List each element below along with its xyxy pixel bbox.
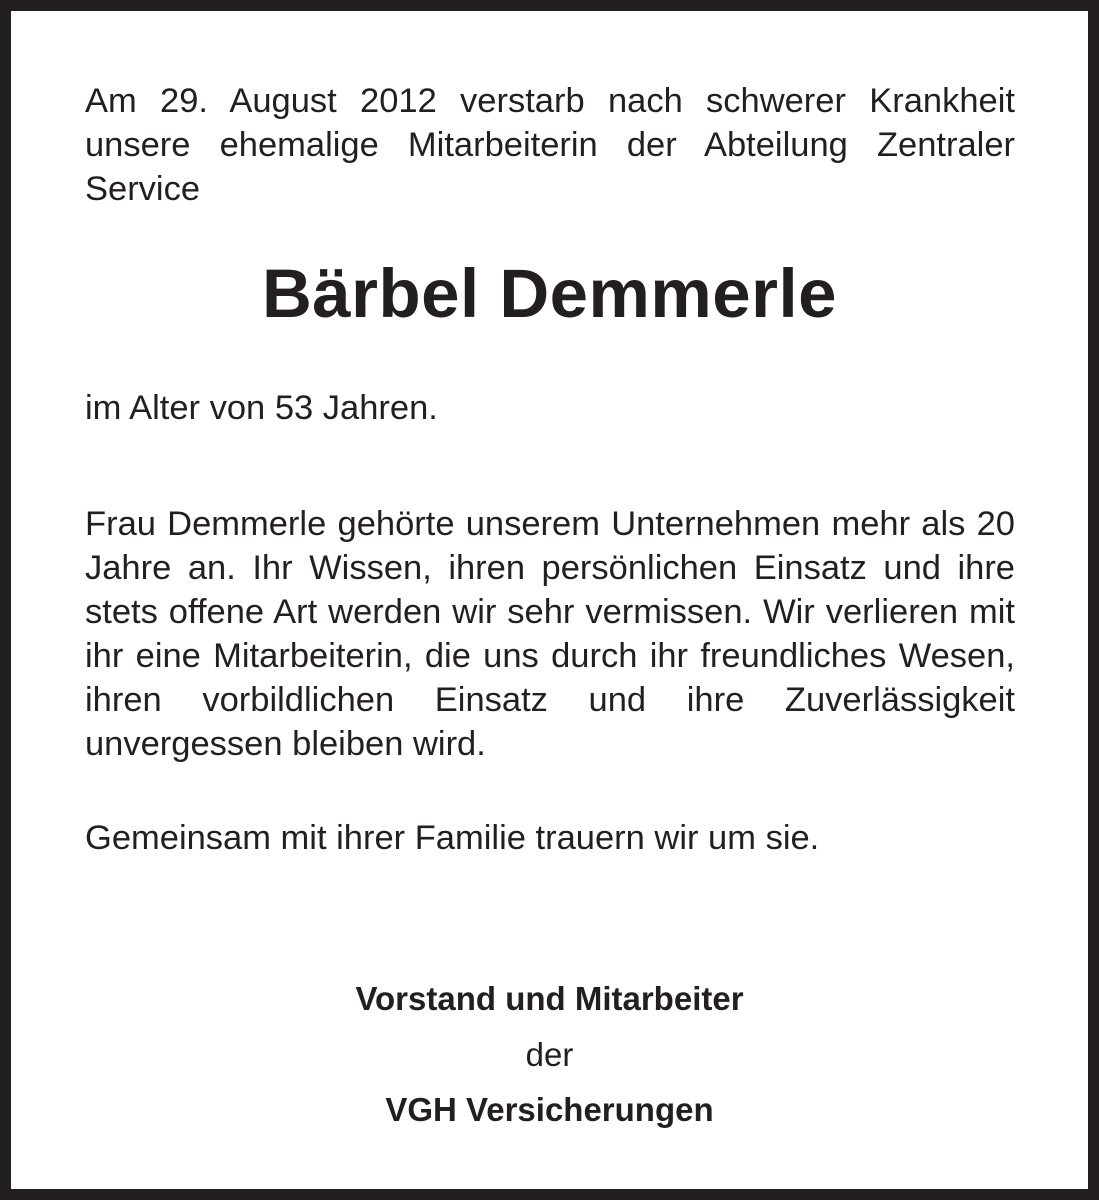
signature-line-2: der bbox=[525, 1036, 574, 1073]
signature-company: VGH Versicherungen bbox=[385, 1091, 714, 1128]
age-line: im Alter von 53 Jahren. bbox=[85, 389, 438, 427]
closing-line: Gemeinsam mit ihrer Familie trauern wir um sie. bbox=[85, 819, 820, 857]
deceased-name: Bärbel Demmerle bbox=[261, 255, 838, 332]
tribute-paragraph: Frau Demmerle gehörte unserem Unternehmen mehr als 20 Jahre an. Ihr Wissen, ihren persönlichen Einsatz und ihre stets offene Art werden wir sehr vermissen. Wir verlieren mit ihr eine Mitarbeiterin, die uns durch ihr freundliches Wesen, ihren vorbildlichen Einsatz und ihre Zuverlässigkeit unvergessen bleiben wird. bbox=[85, 505, 1015, 763]
signature-line-1: Vorstand und Mitarbeiter bbox=[355, 980, 744, 1017]
intro-paragraph: Am 29. August 2012 verstarb nach schwerer Krankheit unsere ehemalige Mitarbeiterin der Abteilung Zentraler Service bbox=[85, 82, 1015, 208]
